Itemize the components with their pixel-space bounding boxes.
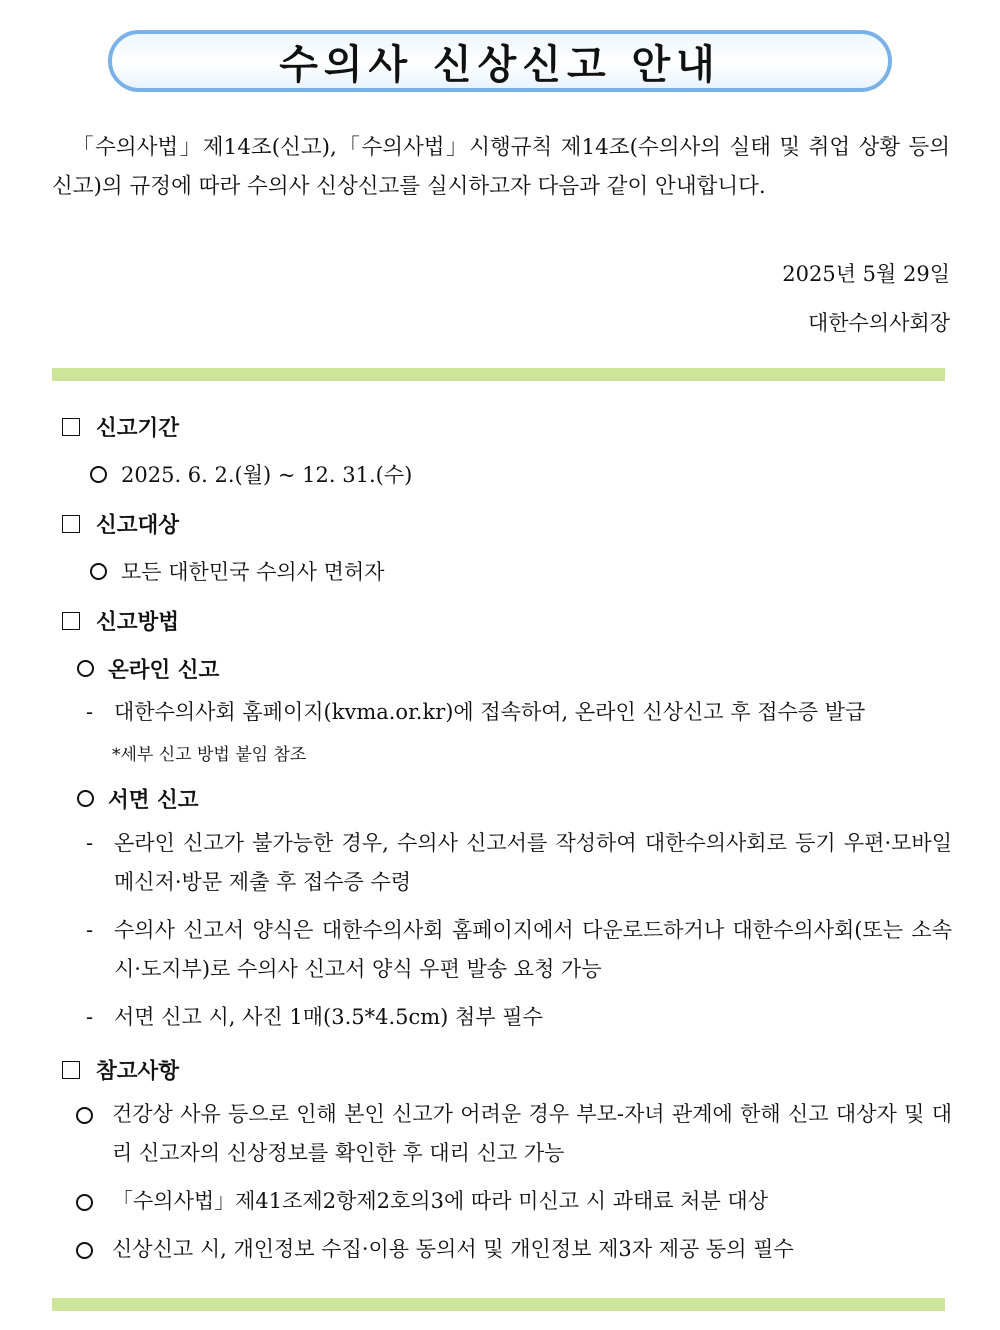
dash-bullet: -	[86, 831, 94, 855]
notes-item	[76, 1230, 952, 1269]
subheading-text: 서면 신고	[108, 788, 199, 813]
circle-bullet-icon	[77, 660, 94, 677]
online-subheading	[77, 653, 219, 684]
circle-bullet-icon	[76, 1194, 93, 1211]
period-item	[90, 459, 412, 489]
paper-subheading	[77, 783, 199, 814]
title-banner	[108, 30, 892, 92]
section-target	[62, 508, 179, 539]
section-notes	[62, 1054, 179, 1085]
circle-bullet-icon	[90, 563, 107, 580]
circle-bullet-icon	[76, 1107, 93, 1124]
section-heading: 신고기간	[96, 416, 180, 441]
paper-item	[86, 911, 952, 989]
issue-date: 2025년 5월 29일	[782, 262, 950, 286]
online-item	[86, 693, 952, 732]
top-divider-bar	[52, 368, 945, 381]
checkbox-square-icon	[62, 1061, 80, 1079]
dash-bullet: -	[86, 1005, 94, 1029]
notes-text: 신상신고 시, 개인정보 수집·이용 동의서 및 개인정보 제3자 제공 동의 필수	[112, 1237, 794, 1261]
period-dates: 2025. 6. 2.(월) ~ 12. 31.(수)	[121, 463, 413, 487]
circle-bullet-icon	[76, 1242, 93, 1259]
section-heading: 신고방법	[96, 610, 180, 635]
dash-bullet: -	[86, 700, 94, 724]
notes-text: 건강상 사유 등으로 인해 본인 신고가 어려운 경우 부모-자녀 관계에 한해 신고 대상자 및 대리 신고자의 신상정보를 확인한 후 대리 신고 가능	[112, 1102, 952, 1165]
paper-item	[86, 998, 952, 1037]
online-text: 대한수의사회 홈페이지(kvma.or.kr)에 접속하여, 온라인 신상신고 후 접수증 발급	[114, 700, 866, 724]
dash-bullet: -	[86, 918, 94, 942]
checkbox-square-icon	[62, 515, 80, 533]
page-title: 수의사 신상신고 안내	[279, 41, 721, 88]
paper-item	[86, 824, 952, 902]
subheading-text: 온라인 신고	[108, 658, 220, 683]
circle-bullet-icon	[90, 466, 107, 483]
target-text: 모든 대한민국 수의사 면허자	[121, 560, 385, 584]
checkbox-square-icon	[62, 418, 80, 436]
issuer-name: 대한수의사회장	[807, 311, 950, 335]
section-heading: 신고대상	[96, 513, 180, 538]
notes-item	[76, 1182, 952, 1221]
section-method	[62, 605, 179, 636]
circle-bullet-icon	[77, 790, 94, 807]
notes-item	[76, 1095, 952, 1173]
intro-paragraph: 「수의사법」제14조(신고),「수의사법」시행규칙 제14조(수의사의 실태 및 취업 상황 등의 신고)의 규정에 따라 수의사 신상신고를 실시하고자 다음과 같이 안내합니다.	[52, 135, 950, 199]
target-item	[90, 556, 384, 586]
paper-text: 온라인 신고가 불가능한 경우, 수의사 신고서를 작성하여 대한수의사회로 등기 우편·모바일메신저·방문 제출 후 접수증 수령	[114, 831, 952, 894]
online-note: *세부 신고 방법 붙임 참조	[112, 745, 307, 765]
paper-text: 수의사 신고서 양식은 대한수의사회 홈페이지에서 다운로드하거나 대한수의사회(또는 소속 시·도지부)로 수의사 신고서 양식 우편 발송 요청 가능	[114, 918, 952, 981]
section-period	[62, 411, 179, 442]
bottom-divider-bar	[52, 1298, 945, 1311]
checkbox-square-icon	[62, 612, 80, 630]
section-heading: 참고사항	[96, 1059, 180, 1084]
paper-text: 서면 신고 시, 사진 1매(3.5*4.5cm) 첨부 필수	[114, 1005, 543, 1029]
notes-text: 「수의사법」제41조제2항제2호의3에 따라 미신고 시 과태료 처분 대상	[112, 1189, 769, 1213]
